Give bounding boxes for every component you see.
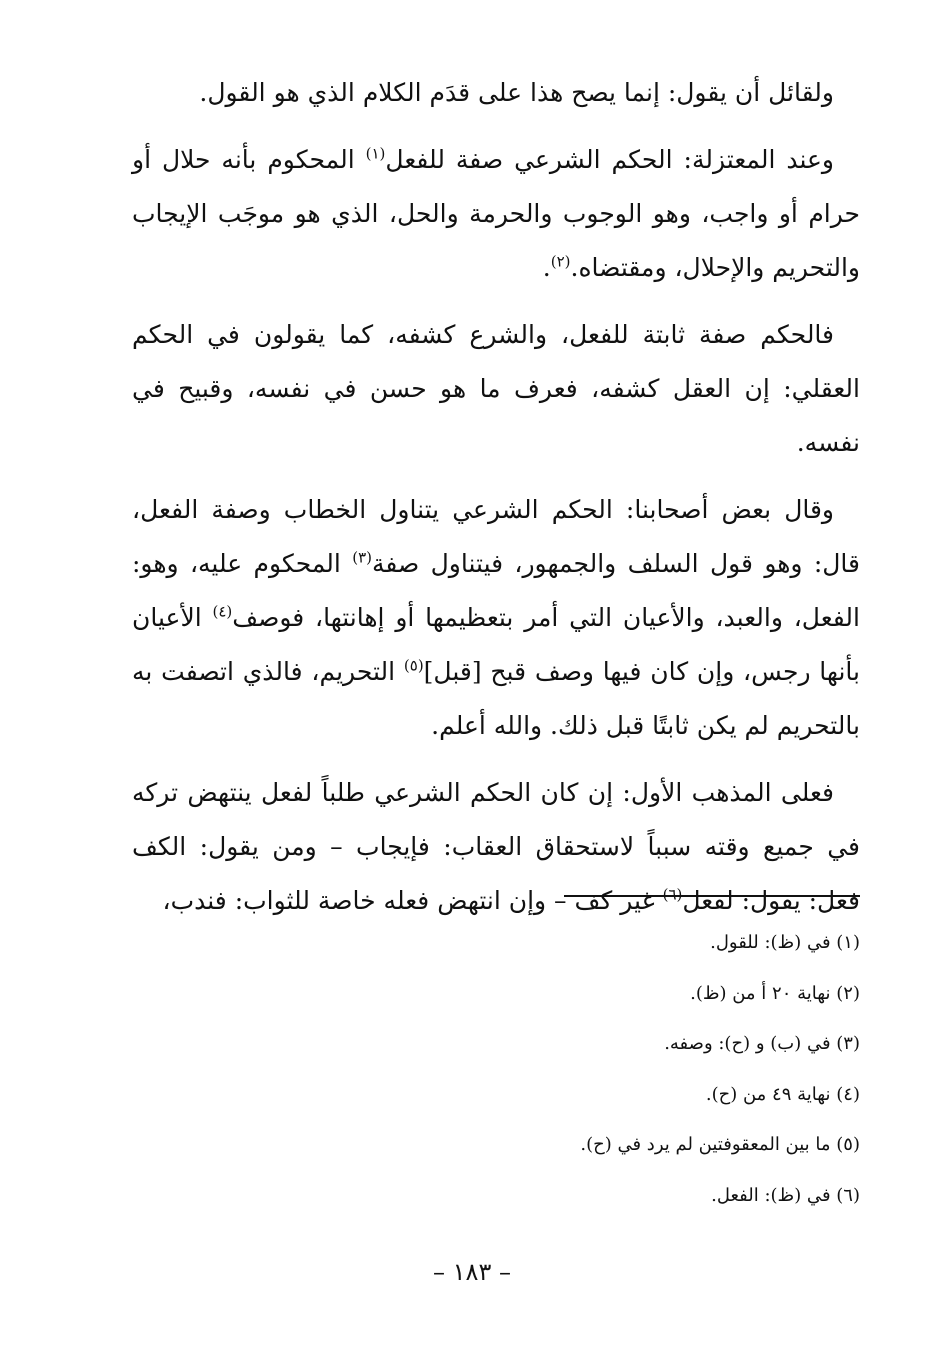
text-span: فالحكم صفة ثابتة للفعل، والشرع كشفه، كما يقولون في الحكم العقلي: إن العقل كشفه، فعرف ما هو حسن في نفسه، وقبيح في نفسه.	[132, 320, 860, 457]
footnote-ref-2: (٢)	[550, 252, 571, 271]
footnote-ref-4: (٤)	[212, 602, 233, 621]
footnote-separator	[564, 895, 860, 897]
footnote-ref-1: (١)	[365, 144, 386, 163]
text-span: .	[542, 253, 551, 282]
footnote-ref-6: (٦)	[662, 885, 683, 904]
footnotes-list	[132, 918, 860, 1221]
footnote-5: (٥) ما بين المعقوفتين لم يرد في (ح).	[580, 1134, 860, 1155]
page-number: – ١٨٣ –	[433, 1258, 511, 1286]
paragraph-2	[132, 133, 860, 295]
text-span: المحكوم عليه، وهو: الفعل، والعبد، والأعيان التي أمر بتعظيمها أو إهانتها، فوصف	[132, 549, 860, 632]
paragraph-5	[132, 766, 860, 928]
footnote-1: (١) في (ظ): للقول.	[710, 932, 860, 953]
text-span: المحكوم بأنه حلال أو حرام أو واجب، وهو الوجوب والحرمة والحل، الذي هو موجَب الإيجاب والتحريم والإحلال، ومقتضاه.	[132, 145, 860, 282]
text-span: وقال بعض أصحابنا: الحكم الشرعي يتناول الخطاب وصفة الفعل، قال: وهو قول السلف والجمهور، فيتناول صفة	[132, 495, 861, 578]
footnote-6: (٦) في (ظ): الفعل.	[711, 1184, 860, 1206]
text-span: غير كف – وإن انتهض فعله خاصة للثواب: فندب،	[162, 886, 663, 915]
text-span: التحريم، فالذي اتصفت به بالتحريم لم يكن ثابتًا قبل ذلك. والله أعلم.	[132, 657, 860, 740]
paragraph-1	[132, 66, 860, 120]
text-span: الأعيان بأنها رجس، وإن كان فيها وصف قبح [قبل]	[132, 603, 860, 686]
text-span: ولقائل أن يقول: إنما يصح هذا على قدَم الكلام الذي هو القول.	[199, 78, 834, 107]
text-span: وعند المعتزلة: الحكم الشرعي صفة للفعل	[385, 145, 834, 174]
footnote-4: (٤) نهاية ٤٩ من (ح).	[705, 1083, 860, 1105]
footnote-3: (٣) في (ب) و (ح): وصفه.	[664, 1033, 860, 1054]
text-span: فعلى المذهب الأول: إن كان الحكم الشرعي طلباً لفعل ينتهض تركه في جميع وقته سبباً لاستحقاق العقاب: فإيجاب – ومن يقول: الكف فعل: يقول: لفعل	[132, 778, 860, 915]
paragraph-3	[132, 308, 860, 470]
footnote-ref-3: (٣)	[352, 548, 372, 567]
paragraph-4	[132, 483, 860, 753]
footnote-2: (٢) نهاية ٢٠ أ من (ظ).	[690, 982, 860, 1004]
footnote-ref-5: (٥)	[403, 656, 424, 675]
main-text	[132, 66, 860, 941]
